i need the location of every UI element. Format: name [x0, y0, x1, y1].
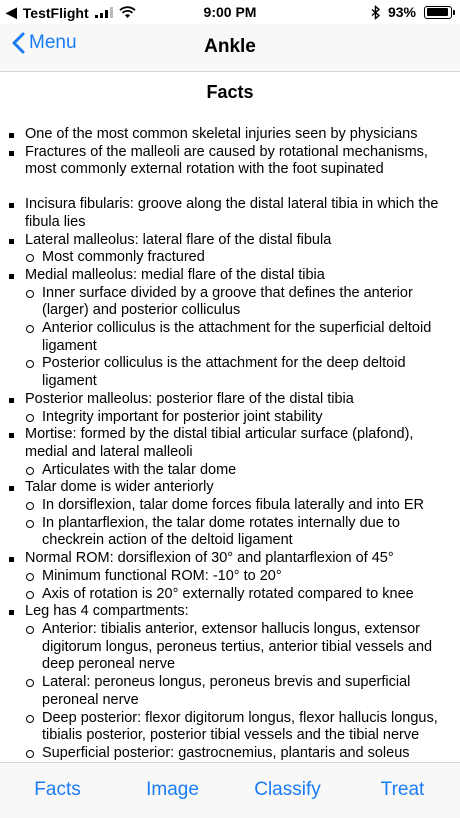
battery-icon [424, 6, 452, 19]
section-title: Facts [206, 82, 254, 102]
sub-fact-item: In dorsiflexion, talar dome forces fibula laterally and into ER [25, 497, 446, 515]
fact-text: Lateral malleolus: lateral flare of the distal fibula [25, 231, 332, 248]
fact-text: Incisura fibularis: groove along the distal lateral tibia in which the fibula lies [25, 196, 439, 230]
status-right [371, 4, 452, 20]
status-bar [0, 0, 460, 24]
sub-fact-item: Most commonly fractured [25, 249, 446, 267]
sub-fact-item: In plantarflexion, the talar dome rotates internally due to checkrein action of the deltoid ligament [25, 515, 446, 550]
facts-list [0, 126, 460, 780]
sub-list [25, 497, 446, 550]
sub-list [25, 568, 446, 603]
fact-item [0, 603, 460, 762]
fact-item [0, 144, 460, 179]
sub-list [25, 409, 446, 427]
sub-fact-item: Inner surface divided by a groove that defines the anterior (larger) and posterior colliculus [25, 285, 446, 320]
fact-item [0, 267, 460, 391]
sub-fact-item: Integrity important for posterior joint stability [25, 409, 446, 427]
fact-item [0, 479, 460, 550]
sub-fact-item: Posterior colliculus is the attachment for the deep deltoid ligament [25, 355, 446, 390]
sub-fact-item: Minimum functional ROM: -10° to 20° [25, 568, 446, 586]
fact-item [0, 426, 460, 479]
fact-text: Posterior malleolus: posterior flare of the distal tibia [25, 390, 354, 407]
fact-item [0, 196, 460, 231]
tab-classify[interactable]: Classify [254, 779, 321, 800]
fact-item [0, 126, 460, 144]
fact-text: Talar dome is wider anteriorly [25, 479, 214, 496]
bluetooth-icon [371, 6, 380, 19]
sub-list [25, 621, 446, 763]
sub-list [25, 249, 446, 267]
sub-fact-item: Anterior: tibialis anterior, extensor hallucis longus, extensor digitorum longus, peroneus tertius, anterior tibial vessels and deep peroneal nerve [25, 621, 446, 674]
fact-text: Mortise: formed by the distal tibial articular surface (plafond), medial and lateral malleoli [25, 426, 414, 460]
sub-fact-item: Axis of rotation is 20° externally rotated compared to knee [25, 586, 446, 604]
tab-facts[interactable]: Facts [34, 779, 81, 800]
fact-text: Normal ROM: dorsiflexion of 30° and plantarflexion of 45° [25, 550, 394, 567]
fact-item [0, 232, 460, 267]
tab-bar [0, 762, 460, 818]
back-label: Menu [29, 32, 77, 53]
sub-fact-item: Lateral: peroneus longus, peroneus brevis and superficial peroneal nerve [25, 674, 446, 709]
fact-item [0, 550, 460, 603]
back-app-icon: ◀ [6, 4, 17, 20]
sub-list [25, 462, 446, 480]
sub-fact-item: Articulates with the talar dome [25, 462, 446, 480]
fact-text: One of the most common skeletal injuries seen by physicians [25, 126, 418, 142]
tab-treat[interactable]: Treat [380, 779, 425, 800]
sub-fact-item: Superficial posterior: gastrocnemius, plantaris and soleus [25, 745, 446, 763]
facts-scroll-view[interactable] [0, 72, 460, 762]
fact-text: Leg has 4 compartments: [25, 603, 189, 620]
tab-image[interactable]: Image [146, 779, 199, 800]
navigation-bar [0, 24, 460, 72]
page-title: Ankle [204, 36, 256, 57]
fact-item [0, 391, 460, 426]
fact-text: Medial malleolus: medial flare of the distal tibia [25, 266, 325, 283]
carrier-label: TestFlight [22, 4, 89, 21]
sub-list [25, 285, 446, 391]
fact-text: Fractures of the malleoli are caused by rotational mechanisms, most commonly external rotation with the foot supinated [25, 143, 428, 178]
battery-percent: 93% [387, 4, 416, 20]
sub-fact-item: Anterior colliculus is the attachment for the superficial deltoid ligament [25, 320, 446, 355]
clock: 9:00 PM [203, 4, 257, 20]
sub-fact-item: Deep posterior: flexor digitorum longus, flexor hallucis longus, tibialis posterior, posterior tibial vessels and the tibial nerve [25, 710, 446, 745]
battery-level [427, 8, 448, 16]
